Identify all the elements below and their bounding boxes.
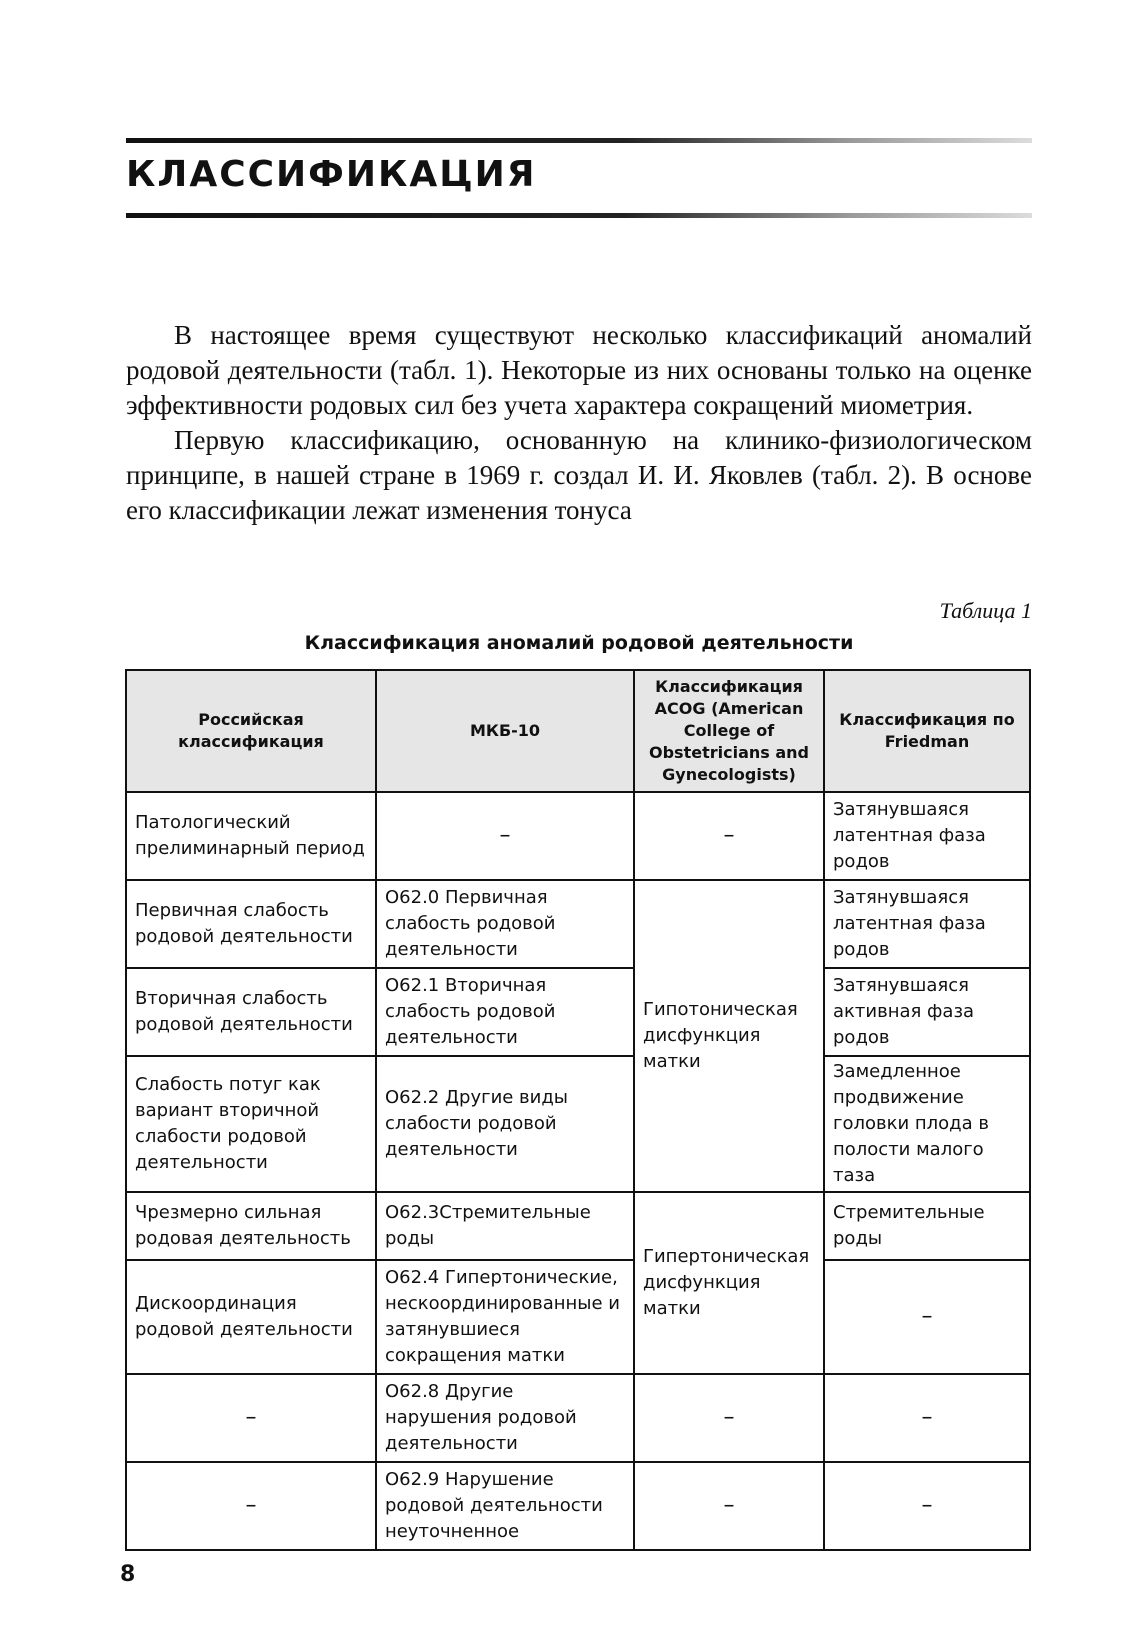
table-cell: Чрезмерно сильная родовая деятельность [126,1192,376,1260]
paragraph-2: Первую классификацию, основанную на клинико-физиологическом принципе, в нашей стране в 1969 г. создал И. И. Яковлев (табл. 2). В основе его классификации лежат изменения тонуса [126,425,1032,525]
table-header-row [126,670,1030,792]
table-cell: Дискоординация родовой деятельности [126,1260,376,1374]
table-cell: – [634,1462,824,1550]
table-cell: Первичная слабость родовой деятельности [126,880,376,968]
table-cell: Слабость потуг как вариант вторичной слабости родовой деятельности [126,1056,376,1192]
table-cell: O62.0 Первичная слабость родовой деятельности [376,880,634,968]
table-cell: O62.1 Вторичная слабость родовой деятельности [376,968,634,1056]
table-title: Классификация аномалий родовой деятельности [304,632,854,654]
table-cell: Гипертоническая дисфункция матки [634,1192,824,1374]
table-cell: O62.4 Гипертонические, нескоординированные и затянувшиеся сокращения матки [376,1260,634,1374]
page-number: 8 [120,1562,136,1587]
table-cell: Замедленное продвижение головки плода в полости малого таза [824,1056,1030,1192]
header-russian-classification: Российская классификация [126,670,376,792]
table-cell: – [126,1462,376,1550]
table-cell: Патологический прелиминарный период [126,792,376,880]
heading-rule-top [126,138,1032,143]
table-cell: Затянувшаяся активная фаза родов [824,968,1030,1056]
table-cell: – [824,1374,1030,1462]
table-row [126,1260,1030,1374]
table-cell: O62.3Стремительные роды [376,1192,634,1260]
table-cell: O62.8 Другие нарушения родовой деятельности [376,1374,634,1462]
body-text [126,318,1032,528]
table-row [126,968,1030,1056]
table-cell: – [376,792,634,880]
table-label: Таблица 1 [939,598,1032,623]
table-cell: O62.2 Другие виды слабости родовой деятельности [376,1056,634,1192]
table-cell: – [634,792,824,880]
table-cell: – [126,1374,376,1462]
table-cell: O62.9 Нарушение родовой деятельности неуточненное [376,1462,634,1550]
table-cell: Гипотоническая дисфункция матки [634,880,824,1192]
paragraph-1: В настоящее время существуют несколько классификаций аномалий родовой деятельности (табл. 1). Некоторые из них основаны только на оценке эффективности родовых сил без учета характера сокращений миометрия. [126,320,1032,420]
table-row [126,880,1030,968]
table-cell: Затянувшаяся латентная фаза родов [824,880,1030,968]
table-cell: – [824,1462,1030,1550]
header-friedman: Классификация по Friedman [824,670,1030,792]
table-cell: Вторичная слабость родовой деятельности [126,968,376,1056]
table-row [126,1462,1030,1550]
table-cell: Стремительные роды [824,1192,1030,1260]
header-icd10: МКБ-10 [376,670,634,792]
table-cell: Затянувшаяся латентная фаза родов [824,792,1030,880]
section-heading: КЛАССИФИКАЦИЯ [126,154,537,195]
table-cell: – [634,1374,824,1462]
table-row [126,1056,1030,1192]
header-acog: Классификация ACOG (American College of Obstetricians and Gynecologists) [634,670,824,792]
table-cell: – [824,1260,1030,1374]
table-row [126,1374,1030,1462]
table-row [126,792,1030,880]
classification-table [125,669,1031,1551]
table-row [126,1192,1030,1260]
heading-rule-bottom [126,213,1032,218]
